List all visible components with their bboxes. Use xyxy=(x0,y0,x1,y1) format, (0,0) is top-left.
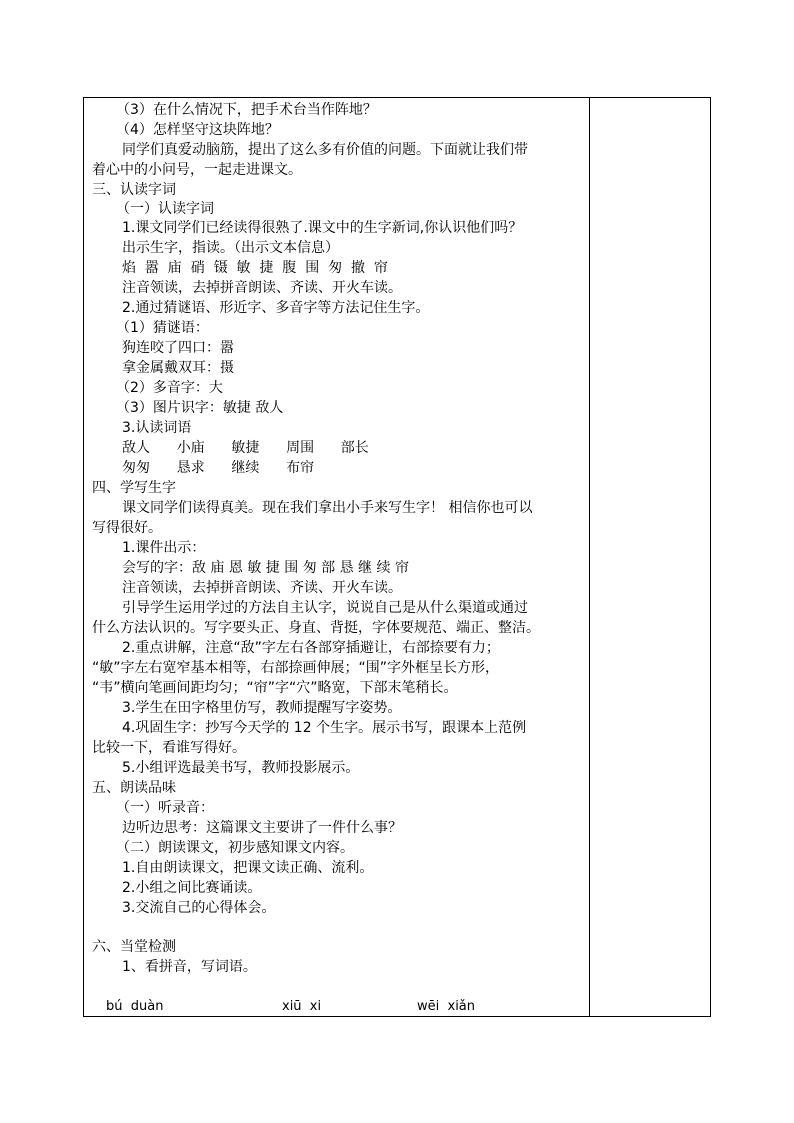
text-line: 边听边思考：这篇课文主要讲了一件什么事？ xyxy=(122,820,402,836)
text-line: 课文同学们读得真美。现在我们拿出小手来写生字！ 相信你也可以 xyxy=(122,500,533,516)
text-line: 2.小组之间比赛诵读。 xyxy=(122,880,262,896)
character-list: 焰 嚣 庙 硝 镊 敏 捷 腹 围 匆 撤 帘 xyxy=(122,260,388,276)
text-line: 1.课文同学们已经读得很熟了.课文中的生字新词,你认识他们吗？ xyxy=(122,220,523,236)
column-divider xyxy=(589,98,590,1016)
subheading: （二）朗读课文，初步感知课文内容。 xyxy=(116,840,354,856)
text-line: 引导学生运用学过的方法自主认字，说说自己是从什么渠道或通过 xyxy=(122,600,528,616)
text-line: 写得很好。 xyxy=(92,520,162,536)
text-line: 出示生字，指读。（出示文本信息） xyxy=(122,240,339,256)
text-line: 什么方法认识的。写字要头正、身直、背挺，字体要规范、端正、整洁。 xyxy=(92,620,540,636)
lesson-table xyxy=(83,97,711,1017)
text-line: （1）猜谜语： xyxy=(116,320,209,336)
text-line: 着心中的小问号，一起走进课文。 xyxy=(92,162,302,178)
text-line: 3.交流自己的心得体会。 xyxy=(122,900,276,916)
section-heading: 五、朗读品味 xyxy=(92,780,176,796)
text-line: 注音领读，去掉拼音朗读、齐读、开火车读。 xyxy=(122,280,402,296)
text-line: （2）多音字：大 xyxy=(116,380,223,396)
word-list: 敌人 小庙 敏捷 周围 部长 xyxy=(122,440,369,456)
pinyin-item: xiū xi xyxy=(282,999,322,1014)
text-line: 3.学生在田字格里仿写，教师提醒写字姿势。 xyxy=(122,700,402,716)
subheading: （一）认读字词 xyxy=(116,201,214,217)
section-heading: 四、学写生字 xyxy=(92,480,176,496)
text-line: “韦”横向笔画间距均匀；“帘”字“穴”略宽，下部末笔稍长。 xyxy=(92,680,458,696)
section-heading: 三、认读字词 xyxy=(92,182,176,198)
text-line: 2.重点讲解，注意“敌”字左右各部穿插避让，右部捺要有力； xyxy=(122,640,500,656)
text-line: 1、看拼音，写词语。 xyxy=(122,959,257,975)
text-line: 比较一下，看谁写得好。 xyxy=(92,740,246,756)
text-line: 2.通过猜谜语、形近字、多音字等方法记住生字。 xyxy=(122,300,430,316)
character-list: 会写的字：敌 庙 恩 敏 捷 围 匆 部 恳 继 续 帘 xyxy=(122,560,409,576)
subheading: （一）听录音： xyxy=(116,800,214,816)
text-line: （3）在什么情况下，把手术台当作阵地？ xyxy=(116,102,377,118)
text-line: 1.课件出示： xyxy=(122,540,206,556)
text-line: 同学们真爱动脑筋，提出了这么多有价值的问题。下面就让我们带 xyxy=(122,142,528,158)
word-list: 匆匆 恳求 继续 布帘 xyxy=(122,460,315,476)
pinyin-item: wēi xiǎn xyxy=(417,999,476,1014)
text-line: （4）怎样坚守这块阵地？ xyxy=(116,122,279,138)
text-line: 3.认读词语 xyxy=(122,420,192,436)
text-line: 狗连咬了四口：嚣 xyxy=(122,340,234,356)
section-heading: 六、当堂检测 xyxy=(92,939,176,955)
text-line: 5.小组评选最美书写，教师投影展示。 xyxy=(122,760,360,776)
text-line: 1.自由朗读课文，把课文读正确、流利。 xyxy=(122,860,374,876)
text-line: 4.巩固生字：抄写今天学的 12 个生字。展示书写，跟课本上范例 xyxy=(122,720,527,736)
text-line: “敏”字左右宽窄基本相等，右部捺画伸展；“围”字外框呈长方形， xyxy=(92,660,500,676)
text-line: 注音领读，去掉拼音朗读、齐读、开火车读。 xyxy=(122,580,402,596)
text-line: 拿金属戴双耳：摄 xyxy=(122,360,234,376)
text-line: （3）图片识字：敏捷 敌人 xyxy=(116,400,284,416)
pinyin-item: bú duàn xyxy=(106,999,164,1014)
